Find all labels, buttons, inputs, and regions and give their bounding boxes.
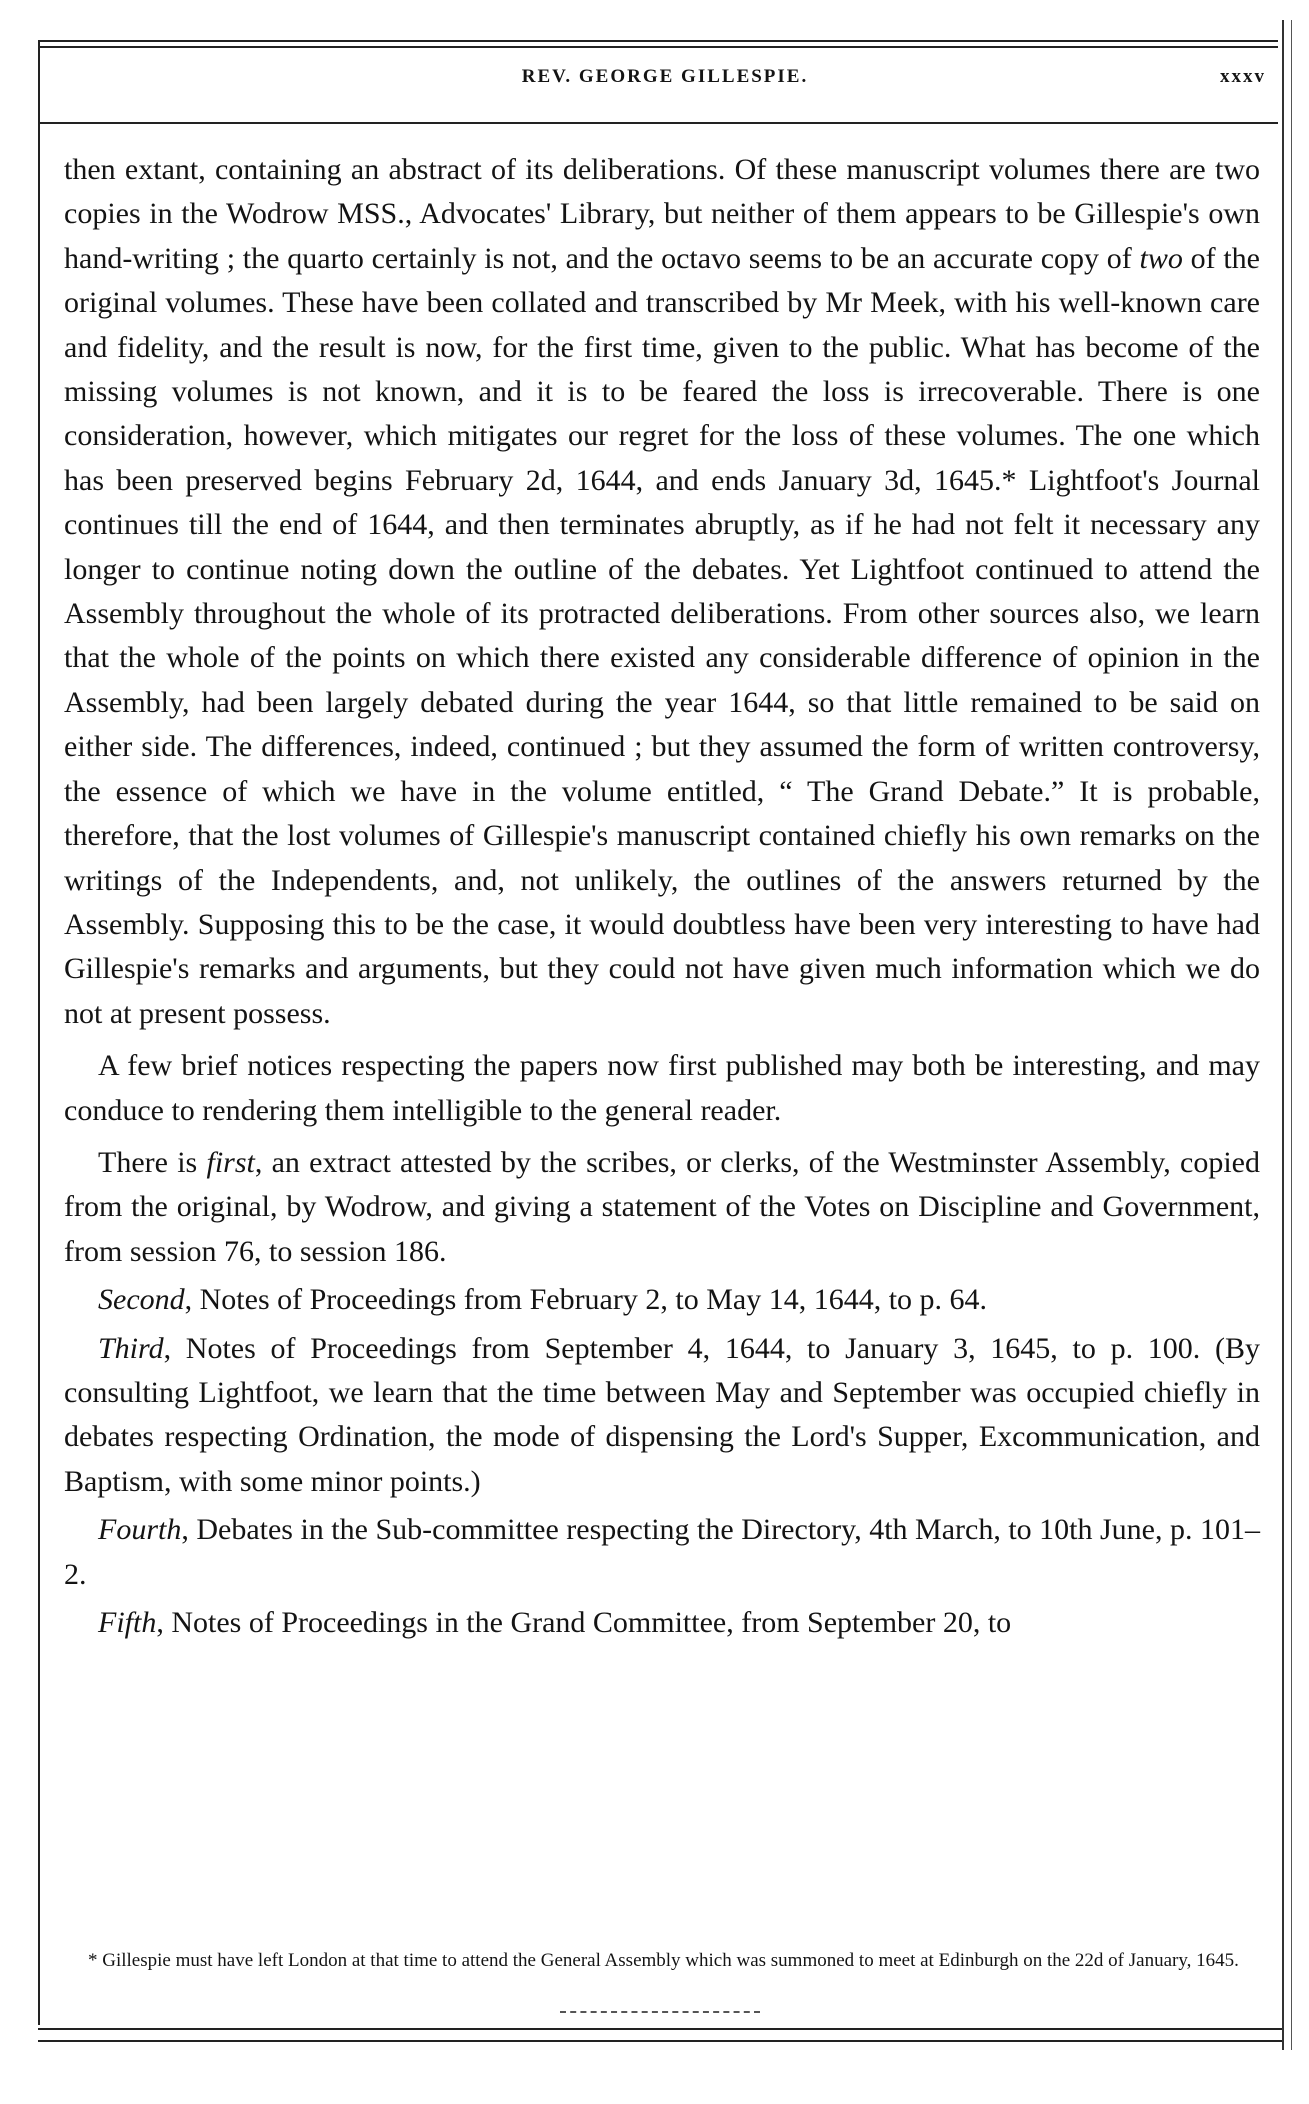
header-rule [38, 122, 1278, 124]
left-border-rule [38, 40, 40, 2025]
right-border-rule [1282, 20, 1284, 2050]
paragraph-continued: then extant, containing an abstract of its deliberations. Of these manuscript volumes there are two copies in the Wodrow MSS., Advocates' Library, but neither of them appears to be Gillespie's own hand-writing ; the quarto certainly is not, and the octavo seems to be an accurate copy of two of the original volumes. These have been collated and transcribed by Mr Meek, with his well-known care and fidelity, and the result is now, for the first time, given to the public. What has become of the missing volumes is not known, and it is to be feared the loss is irrecoverable. There is one consideration, however, which mitigates our regret for the loss of these volumes. The one which has been preserved begins February 2d, 1644, and ends January 3d, 1645.* Lightfoot's Journal continues till the end of 1644, and then terminates abruptly, as if he had not felt it necessary any longer to continue noting down the outline of the debates. Yet Lightfoot continued to attend the Assembly throughout the whole of its protracted deliberations. From other sources also, we learn that the whole of the points on which there existed any considerable difference of opinion in the Assembly, had been largely debated during the year 1644, so that little remained to be said on either side. The differences, indeed, continued ; but they assumed the form of written controversy, the essence of which we have in the volume entitled, “ The Grand Debate.” It is probable, therefore, that the lost volumes of Gillespie's manuscript contained chiefly his own remarks on the writings of the Independents, and, not unlikely, the outlines of the answers returned by the Assembly. Supposing this to be the case, it would doubtless have been very interesting to have had Gillespie's remarks and arguments, but they could not have given much information which we do not at present possess. [64, 153, 1260, 1030]
running-header [60, 66, 1270, 100]
top-border-rule [38, 40, 1278, 42]
top-border-rule-inner [38, 46, 1278, 48]
body-text [64, 148, 1260, 1645]
paragraph-first: There is first, an extract attested by the scribes, or clerks, of the Westminster Assembly, copied from the original, by Wodrow, and giving a statement of the Votes on Discipline and Government, from session 76, to session 186. [64, 1145, 1260, 1268]
paragraph-second: Second, Notes of Proceedings from February 2, to May 14, 1644, to p. 64. [98, 1283, 988, 1317]
paragraph-third: Third, Notes of Proceedings from September 4, 1644, to January 3, 1645, to p. 100. (By consulting Lightfoot, we learn that the time between May and September was occupied chiefly in debates respecting Ordination, the mode of dispensing the Lord's Supper, Excommunication, and Baptism, with some minor points.) [64, 1331, 1260, 1498]
footnote-text: * Gillespie must have left London at that time to attend the General Assembly which was summoned to meet at Edinburgh on the 22d of January, 1645. [88, 1950, 1239, 1971]
paragraph-notices: A few brief notices respecting the papers now first published may both be interesting, and may conduce to rendering them intelligible to the general reader. [64, 1049, 1260, 1127]
running-title: REV. GEORGE GILLESPIE. [521, 66, 809, 87]
bottom-border-rule-outer [38, 2040, 1282, 2042]
bottom-dash-ornament [560, 2011, 760, 2013]
paragraph-fourth: Fourth, Debates in the Sub-committee respecting the Directory, 4th March, to 10th June, p. 101–2. [64, 1513, 1260, 1591]
bottom-border-rule [38, 2028, 1282, 2030]
footnote [64, 1950, 1260, 1972]
page-number: xxxv [1220, 66, 1266, 87]
right-border-rule-outer [1291, 20, 1292, 2050]
paragraph-fifth: Fifth, Notes of Proceedings in the Grand Committee, from September 20, to [98, 1606, 1012, 1639]
